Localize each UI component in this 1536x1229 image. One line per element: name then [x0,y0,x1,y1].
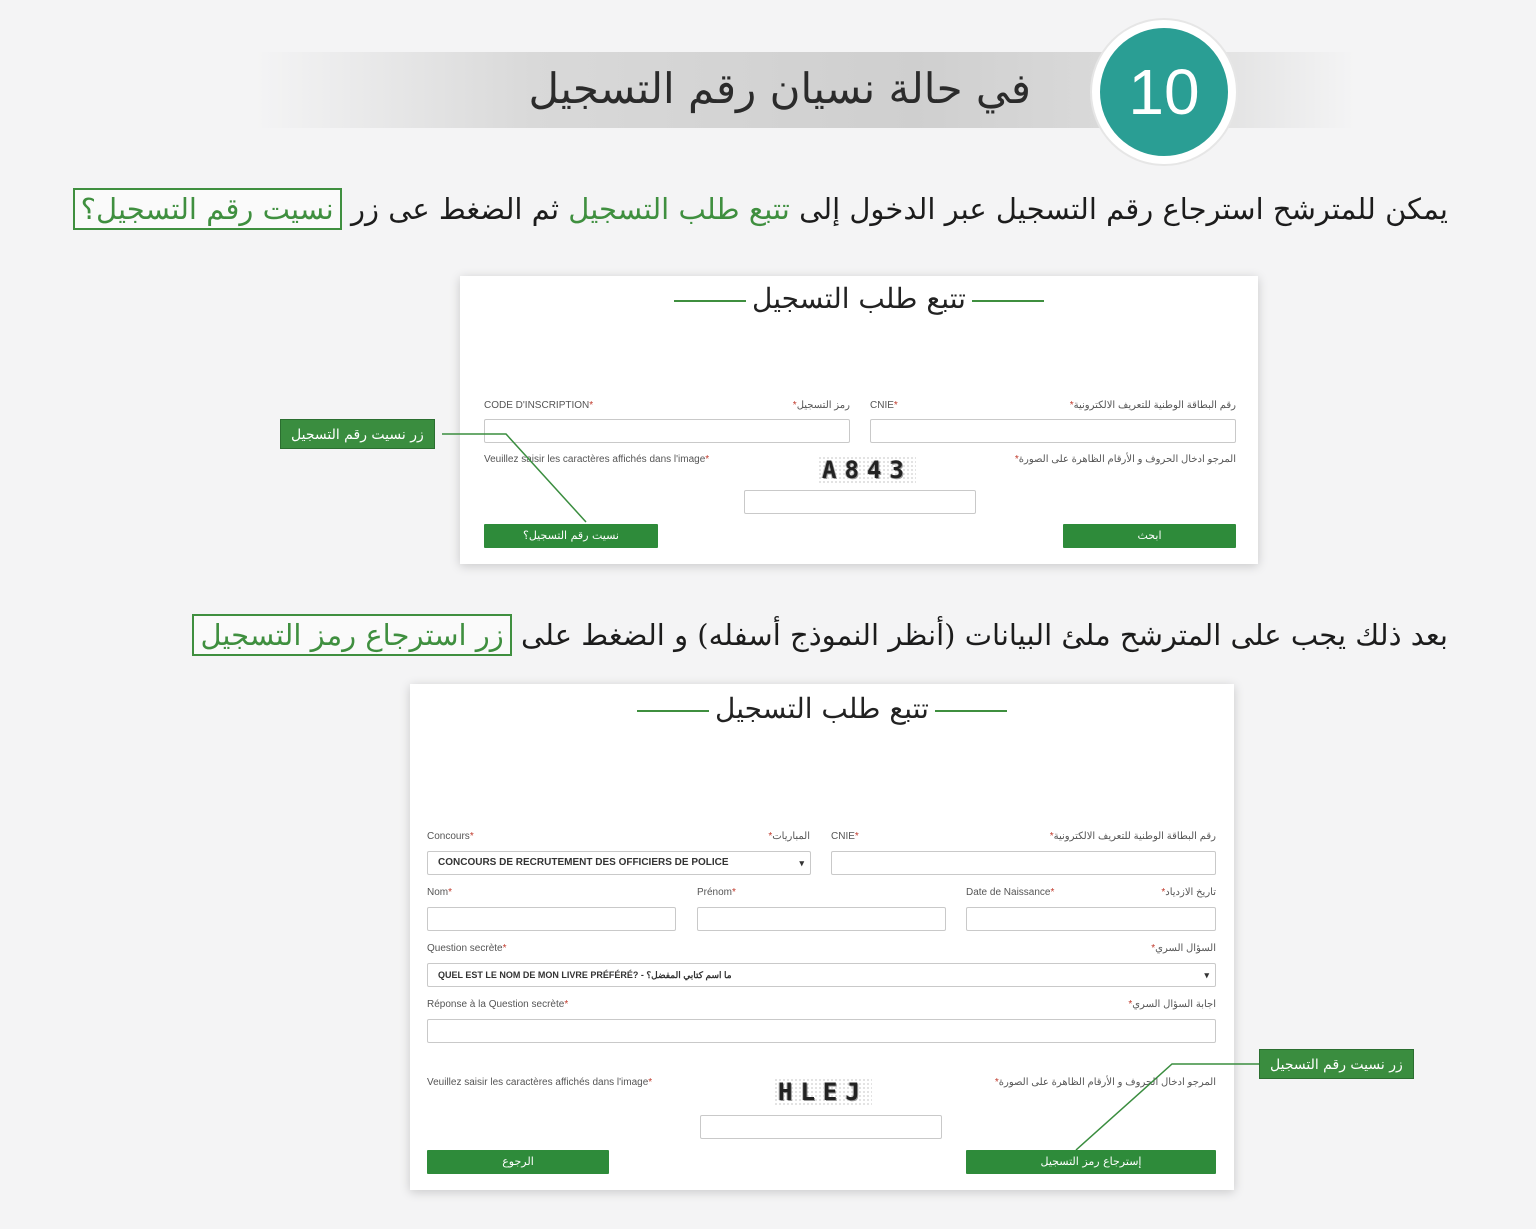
question-label-ar: السؤال السري* [1151,943,1216,954]
nom-label: Nom* [427,887,453,898]
dob-input[interactable] [966,907,1216,931]
instruction-line-1 [73,186,1448,232]
answer-label-fr: Réponse à la Question secrète* [427,999,569,1010]
instruction-line-2 [192,612,1448,658]
secret-answer-input[interactable] [427,1019,1216,1043]
instruction-1-link: تتبع طلب التسجيل [568,192,790,226]
concours-label-ar: المباريات* [768,831,810,842]
captcha-input[interactable] [744,490,976,514]
captcha-label-ar: المرجو ادخال الحروف و الأرقام الظاهرة على الصورة* [1014,454,1236,465]
code-label-fr: CODE D'INSCRIPTION* [484,400,594,411]
captcha-image-2: HLEJ [774,1078,872,1106]
code-inscription-input[interactable] [484,419,850,443]
back-button[interactable]: الرجوع [427,1150,609,1174]
nom-input[interactable] [427,907,676,931]
prenom-input[interactable] [697,907,946,931]
instruction-2-button-ref: زر استرجاع رمز التسجيل [192,614,511,656]
cnie-label-ar-2: رقم البطاقة الوطنية للتعريف الالكترونية* [1049,831,1216,842]
recover-code-button[interactable]: إسترجاع رمز التسجيل [966,1150,1216,1174]
dob-label-fr: Date de Naissance* [966,887,1055,898]
callout-forgot-button-2: زر نسيت رقم التسجيل [1259,1049,1414,1079]
answer-label-ar: اجابة السؤال السري* [1128,999,1216,1010]
prenom-label: Prénom* [697,887,736,898]
question-label-fr: Question secrète* [427,943,507,954]
instruction-1-text-b: ثم الضغط عى زر [350,192,560,226]
cnie-label-fr-2: CNIE* [831,831,859,842]
dob-label-ar: تاريخ الازدياد* [1161,887,1216,898]
cnie-input[interactable] [870,419,1236,443]
search-button[interactable]: ابحث [1063,524,1236,548]
page-title: في حالة نسيان رقم التسجيل [528,64,1031,113]
tracking-form-card-1 [460,276,1258,564]
callout-forgot-button-1: زر نسيت رقم التسجيل [280,419,435,449]
concours-select[interactable]: CONCOURS DE RECRUTEMENT DES OFFICIERS DE POLICE ▾ [427,851,811,875]
captcha-label-fr: Veuillez saisir les caractères affichés dans l'image* [484,454,710,465]
captcha-label-ar-2: المرجو ادخال الحروف و الأرقام الظاهرة على الصورة* [994,1077,1216,1088]
cnie-label-ar: رقم البطاقة الوطنية للتعريف الالكترونية* [1069,400,1236,411]
cnie-label-fr: CNIE* [870,400,898,411]
tracking-form-card-2 [410,684,1234,1190]
captcha-label-fr-2: Veuillez saisir les caractères affichés dans l'image* [427,1077,653,1088]
cnie-input-2[interactable] [831,851,1216,875]
captcha-image: A843 [818,456,916,484]
step-number-badge: 10 [1092,20,1236,164]
concours-label-fr: Concours* [427,831,474,842]
code-label-ar: رمز التسجيل* [792,400,850,411]
forgot-code-button[interactable]: نسيت رقم التسجيل؟ [484,524,658,548]
captcha-input-2[interactable] [700,1115,942,1139]
chevron-down-icon: ▾ [1204,970,1209,980]
form-2-title: تتبع طلب التسجيل [410,692,1234,725]
instruction-1-button-ref: نسيت رقم التسجيل؟ [73,188,342,230]
secret-question-select[interactable]: QUEL EST LE NOM DE MON LIVRE PRÉFÉRÉ? - ما اسم كتابي المفضل؟ ▾ [427,963,1216,987]
form-1-title: تتبع طلب التسجيل [460,282,1258,315]
instruction-2-text: بعد ذلك يجب على المترشح ملئ البيانات (أنظر النموذج أسفله) و الضغط على [521,618,1448,652]
chevron-down-icon: ▾ [799,858,804,868]
instruction-1-text-a: يمكن للمترشح استرجاع رقم التسجيل عبر الدخول إلى [799,192,1448,226]
